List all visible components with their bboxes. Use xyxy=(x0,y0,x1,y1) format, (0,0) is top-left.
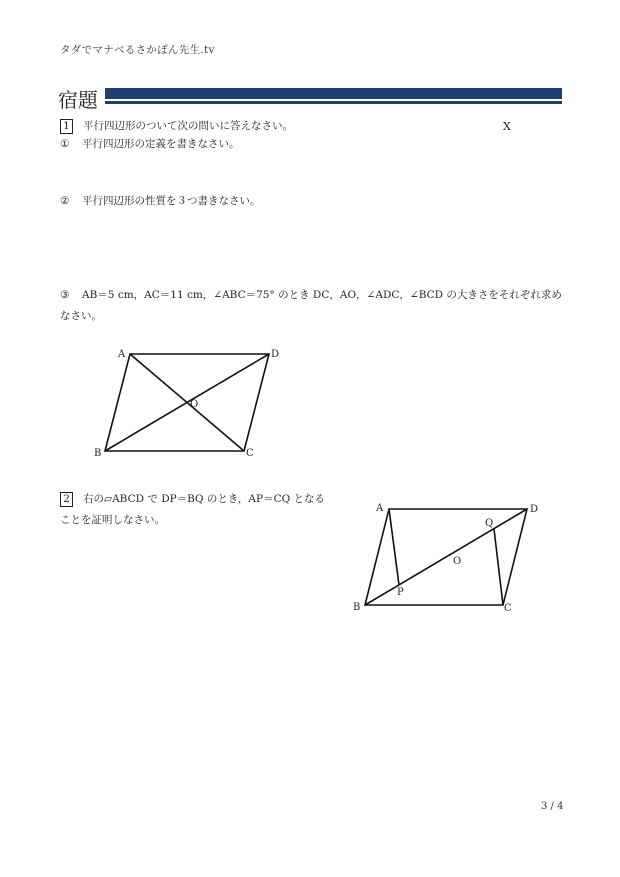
svg-text:Q: Q xyxy=(485,518,494,529)
problem-1-text: 平行四辺形のついて次の問いに答えなさい。 xyxy=(83,120,293,132)
problem-number-box: 1 xyxy=(60,119,73,134)
section-title: 宿題 xyxy=(58,88,98,112)
svg-text:D: D xyxy=(271,349,280,360)
question-1: ① 平行四辺形の定義を書きなさい。 xyxy=(60,138,240,150)
page-number: 3 / 4 xyxy=(541,801,564,812)
site-name: タダでマナベるさかぽん先生.tv xyxy=(60,44,215,56)
svg-text:P: P xyxy=(397,587,404,598)
svg-text:B: B xyxy=(353,602,361,613)
svg-text:A: A xyxy=(376,503,384,514)
svg-text:D: D xyxy=(530,504,539,515)
svg-text:A: A xyxy=(118,349,126,360)
svg-text:O: O xyxy=(453,556,462,567)
svg-text:C: C xyxy=(504,603,512,614)
problem-2-line2: ことを証明しなさい。 xyxy=(60,514,165,526)
question-3: ③ AB＝5 cm，AC＝11 cm，∠ABC＝75° のとき DC，AO，∠ADC，∠BCD の大きさをそれぞれ求め なさい。 xyxy=(60,289,562,322)
problem-2-heading: 2 右の▱ABCD で DP＝BQ のとき，AP＝CQ となる xyxy=(60,491,325,507)
svg-text:O: O xyxy=(190,399,199,410)
mark-x: X xyxy=(503,120,511,133)
question-2: ② 平行四辺形の性質を３つ書きなさい。 xyxy=(60,195,261,207)
svg-text:C: C xyxy=(246,448,254,459)
problem-number-box: 2 xyxy=(60,492,73,507)
svg-text:B: B xyxy=(94,448,102,459)
